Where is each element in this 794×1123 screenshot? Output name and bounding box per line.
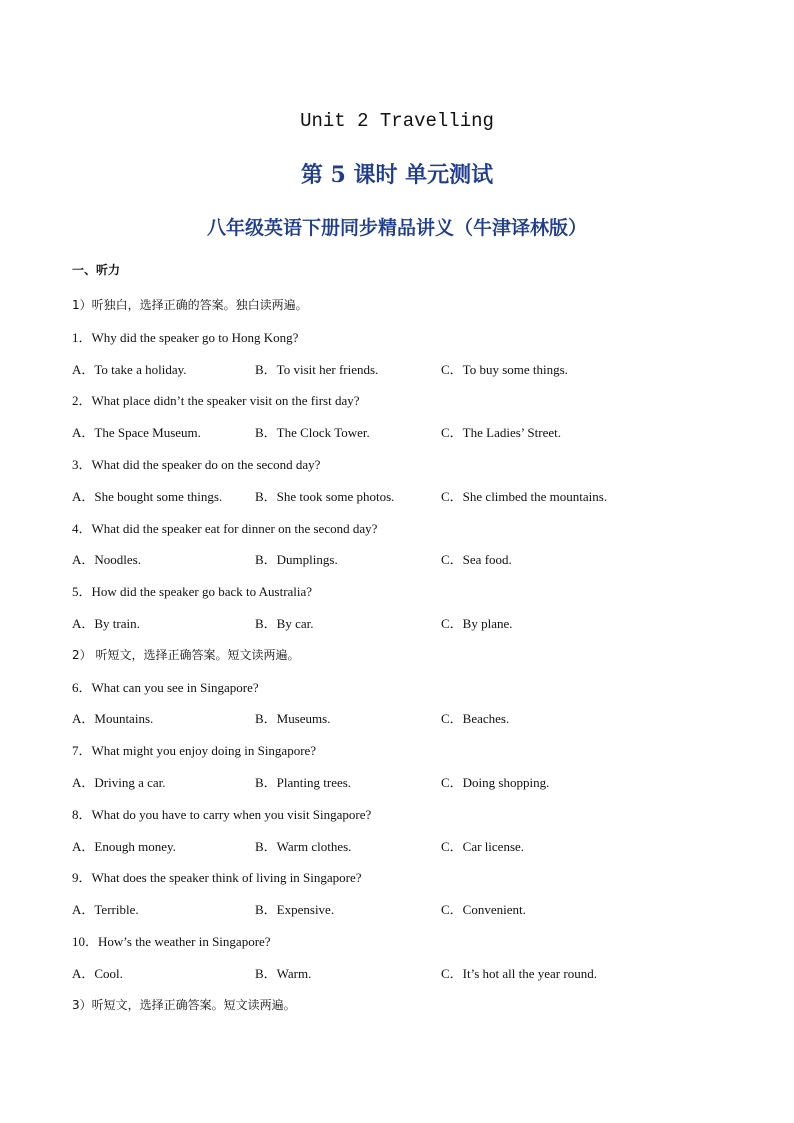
option-a: A．Terrible. bbox=[72, 902, 139, 918]
option-c: C．Car license. bbox=[441, 838, 525, 854]
question-block bbox=[72, 449, 732, 513]
question-text: 7．What might you enjoy doing in Singapore? bbox=[72, 743, 317, 759]
option-c: C．Sea food. bbox=[441, 552, 512, 568]
book-subtitle: 八年级英语下册同步精品讲义（牛津译林版） bbox=[206, 217, 587, 239]
options-row bbox=[72, 767, 732, 799]
option-a: A．Enough money. bbox=[72, 838, 176, 854]
option-b: B．Expensive. bbox=[255, 902, 335, 918]
question-block bbox=[72, 735, 732, 799]
option-a: A．Driving a car. bbox=[72, 774, 166, 790]
section-heading-listening: 一、听力 bbox=[72, 263, 121, 277]
option-a: A．Cool. bbox=[72, 965, 123, 981]
question-text: 5．How did the speaker go back to Australia? bbox=[72, 584, 313, 600]
option-b: B．She took some photos. bbox=[255, 488, 395, 504]
options-row bbox=[72, 544, 732, 576]
unit-title: Unit 2 Travelling bbox=[300, 110, 494, 132]
option-c: C．She climbed the mountains. bbox=[441, 488, 608, 504]
question-text: 3．What did the speaker do on the second day? bbox=[72, 456, 321, 472]
question-block bbox=[72, 799, 732, 863]
part1-instruction: 1）听独白，选择正确的答案。独白读两遍。 bbox=[72, 298, 308, 312]
option-a: A．By train. bbox=[72, 615, 140, 631]
options-row bbox=[72, 481, 732, 513]
option-c: C．Convenient. bbox=[441, 902, 526, 918]
options-row bbox=[72, 703, 732, 735]
option-c: C．Doing shopping. bbox=[441, 774, 550, 790]
options-row bbox=[72, 958, 732, 990]
question-text: 1．Why did the speaker go to Hong Kong? bbox=[72, 329, 299, 345]
options-row bbox=[72, 831, 732, 863]
option-c: C．To buy some things. bbox=[441, 361, 568, 377]
question-block bbox=[72, 672, 732, 736]
options-row bbox=[72, 894, 732, 926]
option-a: A．Mountains. bbox=[72, 711, 154, 727]
option-b: B．Dumplings. bbox=[255, 552, 338, 568]
exam-content bbox=[72, 258, 732, 1021]
question-text: 6．What can you see in Singapore? bbox=[72, 679, 259, 695]
option-a: A．The Space Museum. bbox=[72, 425, 201, 441]
question-block bbox=[72, 513, 732, 577]
option-b: B．The Clock Tower. bbox=[255, 425, 370, 441]
question-block bbox=[72, 385, 732, 449]
question-text: 8．What do you have to carry when you visit Singapore? bbox=[72, 806, 372, 822]
option-c: C．By plane. bbox=[441, 615, 513, 631]
options-row bbox=[72, 608, 732, 640]
question-text: 10．How’s the weather in Singapore? bbox=[72, 933, 271, 949]
question-text: 4．What did the speaker eat for dinner on the second day? bbox=[72, 520, 378, 536]
option-b: B．Planting trees. bbox=[255, 774, 352, 790]
option-c: C．Beaches. bbox=[441, 711, 510, 727]
option-b: B．Warm. bbox=[255, 965, 312, 981]
option-c: C．It’s hot all the year round. bbox=[441, 965, 597, 981]
question-block bbox=[72, 862, 732, 926]
options-row bbox=[72, 354, 732, 386]
option-c: C．The Ladies’ Street. bbox=[441, 425, 561, 441]
option-b: B．To visit her friends. bbox=[255, 361, 379, 377]
part2-instruction: 2） 听短文，选择正确答案。短文读两遍。 bbox=[72, 647, 300, 662]
option-a: A．To take a holiday. bbox=[72, 361, 187, 377]
question-block bbox=[72, 576, 732, 640]
option-b: B．By car. bbox=[255, 615, 314, 631]
option-a: A．Noodles. bbox=[72, 552, 141, 568]
options-row bbox=[72, 417, 732, 449]
part3-instruction: 3）听短文，选择正确答案。短文读两遍。 bbox=[72, 997, 296, 1012]
question-text: 9．What does the speaker think of living in Singapore? bbox=[72, 870, 362, 886]
question-block bbox=[72, 926, 732, 990]
question-text: 2．What place didn’t the speaker visit on the first day? bbox=[72, 393, 360, 409]
option-a: A．She bought some things. bbox=[72, 488, 223, 504]
question-block bbox=[72, 322, 732, 386]
option-b: B．Museums. bbox=[255, 711, 331, 727]
lesson-title: 第 5 课时 单元测试 bbox=[300, 162, 494, 188]
option-b: B．Warm clothes. bbox=[255, 838, 352, 854]
